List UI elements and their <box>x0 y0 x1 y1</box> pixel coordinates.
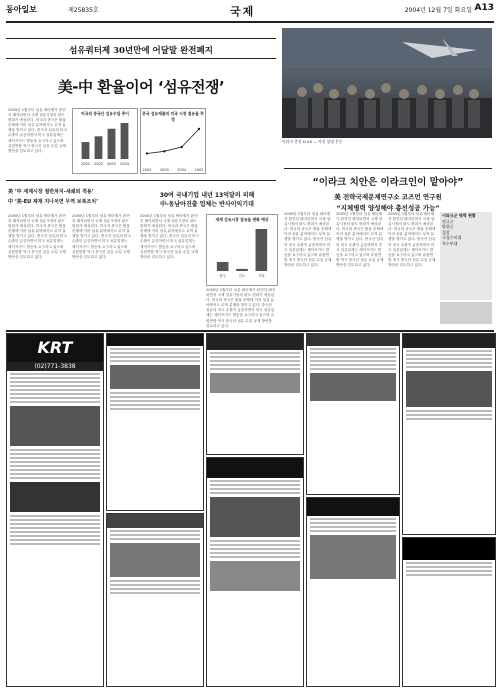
chart-tick-label: 2002 <box>94 162 103 166</box>
chart-bar <box>82 142 90 159</box>
divider <box>6 58 276 59</box>
sidebar-row: 방위군 <box>442 224 454 229</box>
chart-center <box>140 108 206 174</box>
chart-tick-label: 중국 <box>219 274 227 278</box>
chart-tick-label: 인도 <box>238 274 246 278</box>
iraq-column-2: 2005년 1월부터 섬유 쿼터제가 완전히 폐지되면서 국제 섬유시장의 판도 변화가 예상된다. 미국과 중국은 환율 문제에 이어 섬유 분야에서도 무역 분쟁을 벌이고 있다. 중국산 섬유의 미국 수출이 급증하면서 미국 섬유업계는 세이프가드 발동을 요구하고 있으며 유럽연합 역시 중국산 섬유 수입 규제 방안을 검토하고 있다. <box>336 212 384 267</box>
chart-tick-label: 2001 <box>81 162 90 166</box>
story-column-4: 2005년 1월부터 섬유 쿼터제가 완전히 폐지되면서 국제 섬유시장의 판도 변화가 예상된다. 미국과 중국은 환율 문제에 이어 섬유 분야에서도 무역 분쟁을 벌이고 있다. 중국산 섬유의 미국 수출이 급증하면서 미국 섬유업계는 세이프가드 발동을 요구하고 있으며 유럽연합 역시 중국산 섬유 수입 규제 방안을 검토하고 있다. <box>206 288 276 328</box>
chart-tick-label: 2004 <box>120 162 129 166</box>
divider <box>6 38 276 39</box>
issue-date: 2004년 12월 7일 화요일 <box>404 7 472 14</box>
travel-ad-1 <box>106 333 204 511</box>
masthead <box>6 3 494 23</box>
story-headline: 美-中 환율이어 ‘섬유전쟁’ <box>57 78 225 96</box>
chart-line <box>147 129 199 153</box>
chart-tick-label: 2002 <box>142 168 152 172</box>
chart-left-svg <box>73 117 137 167</box>
travel-ad-6 <box>306 497 400 687</box>
chart-right-svg <box>207 223 277 279</box>
ad-divider <box>6 330 494 332</box>
sidebar-photo <box>440 302 492 324</box>
krt-ad <box>6 333 104 687</box>
photo-scene <box>282 28 492 138</box>
travel-ad-2 <box>106 513 204 687</box>
paper-name: 동아일보 <box>6 5 37 14</box>
iraq-column-3: 2005년 1월부터 섬유 쿼터제가 완전히 폐지되면서 국제 섬유시장의 판도 변화가 예상된다. 미국과 중국은 환율 문제에 이어 섬유 분야에서도 무역 분쟁을 벌이고 있다. 중국산 섬유의 미국 수출이 급증하면서 미국 섬유업계는 세이프가드 발동을 요구하고 있으며 유럽연합 역시 중국산 섬유 수입 규제 방안을 검토하고 있다. <box>388 212 436 267</box>
chart-tick-label: 2003 <box>159 168 169 172</box>
chart-bar <box>217 262 229 271</box>
subhead-left <box>8 188 128 205</box>
subhead-center-1: 30여 국내기업 내년 13억달러 피해 <box>159 192 255 199</box>
chart-left <box>72 108 138 174</box>
chart-bar <box>108 129 116 159</box>
divider <box>6 180 276 181</box>
chart-tick-label: 2005 <box>194 168 204 172</box>
story-column-3: 2005년 1월부터 섬유 쿼터제가 완전히 폐지되면서 국제 섬유시장의 판도 변화가 예상된다. 미국과 중국은 환율 문제에 이어 섬유 분야에서도 무역 분쟁을 벌이고 있다. 중국산 섬유의 미국 수출이 급증하면서 미국 섬유업계는 세이프가드 발동을 요구하고 있으며 유럽연합 역시 중국산 섬유 수입 규제 방안을 검토하고 있다. <box>140 214 199 259</box>
iraq-column-1: 2005년 1월부터 섬유 쿼터제가 완전히 폐지되면서 국제 섬유시장의 판도 변화가 예상된다. 미국과 중국은 환율 문제에 이어 섬유 분야에서도 무역 분쟁을 벌이고 있다. 중국산 섬유의 미국 수출이 급증하면서 미국 섬유업계는 세이프가드 발동을 요구하고 있으며 유럽연합 역시 중국산 섬유 수입 규제 방안을 검토하고 있다. <box>284 212 332 267</box>
chart-tick-label: 2004 <box>177 168 187 172</box>
travel-ad-5 <box>306 333 400 495</box>
advertisement-area <box>6 333 494 685</box>
travel-ad-8 <box>402 537 496 687</box>
section-name: 국제 <box>230 5 256 18</box>
sidebar-row: 특수부대 <box>442 240 458 246</box>
story-kicker: 섬유쿼터제 30년만에 어달말 완전폐지 <box>69 46 213 56</box>
story-column-1: 2005년 1월부터 섬유 쿼터제가 완전히 폐지되면서 국제 섬유시장의 판도 변화가 예상된다. 미국과 중국은 환율 문제에 이어 섬유 분야에서도 무역 분쟁을 벌이고 있다. 중국산 섬유의 미국 수출이 급증하면서 미국 섬유업계는 세이프가드 발동을 요구하고 있으며 유럽연합 역시 중국산 섬유 수입 규제 방안을 검토하고 있다. <box>8 214 67 259</box>
news-photo <box>282 28 492 138</box>
story-column-2: 2005년 1월부터 섬유 쿼터제가 완전히 폐지되면서 국제 섬유시장의 판도 변화가 예상된다. 미국과 중국은 환율 문제에 이어 섬유 분야에서도 무역 분쟁을 벌이고 있다. 중국산 섬유의 미국 수출이 급증하면서 미국 섬유업계는 세이프가드 발동을 요구하고 있으며 유럽연합 역시 중국산 섬유 수입 규제 방안을 검토하고 있다. <box>72 214 131 259</box>
sidebar-row: 경찰 <box>442 229 450 235</box>
chart-center-svg <box>141 123 205 173</box>
troop-sidebar <box>440 212 492 300</box>
subhead-left-2: 中 ‘美-EU 제재 지나치면 무역 보복조치’ <box>8 199 99 205</box>
sidebar-row: 국경수비대 <box>442 235 462 240</box>
sidebar-row: 정규군 <box>442 218 454 224</box>
iraq-headline: “이라크 치안은 이라크인이 맡아야” <box>312 177 464 188</box>
travel-ad-4 <box>206 457 304 687</box>
iraq-subhead <box>284 192 492 212</box>
chart-center-title: 중국 섬유제품의 미국 시장 점유율 추정 <box>142 111 204 122</box>
subhead-left-1: 美 ‘中 세계시장 절반차지-새쇄퇴 적용’ <box>8 189 94 195</box>
iraq-subhead-2: “지체병력 양성해야 총선성공 가능” <box>336 204 440 212</box>
story-lede: 2005년 1월부터 섬유 쿼터제가 완전히 폐지되면서 국제 섬유시장의 판도 변화가 예상된다. 미국과 중국은 환율 문제에 이어 섬유 분야에서도 무역 분쟁을 벌이고 있다. 중국산 섬유의 미국 수출이 급증하면서 미국 섬유업계는 세이프가드 발동을 요구하고 있으며 유럽연합 역시 중국산 섬유 수입 규제 방안을 검토하고 있다. <box>8 108 67 153</box>
chart-right <box>206 214 278 286</box>
chart-bar <box>256 229 268 271</box>
chart-tick-label: 2003 <box>107 162 116 166</box>
travel-ad-7 <box>402 333 496 535</box>
krt-logo: KRT <box>7 334 103 362</box>
chart-tick-label: 기타 <box>257 274 265 278</box>
chart-bar <box>95 136 103 159</box>
krt-phone: (02)771-3838 <box>7 362 103 371</box>
subhead-center <box>140 191 274 209</box>
chart-right-title: 세계 섬유시장 점유율 변화 예상 <box>215 217 269 222</box>
photo-caption: 이라크 총선 D-56 — 사진 설명 본문 <box>282 139 343 144</box>
divider <box>284 168 492 169</box>
chart-left-title: 미국의 중국산 섬유수입 추이 <box>81 111 129 116</box>
subhead-center-2: 中-동남아진출 업체는 반사이익기대 <box>160 201 254 208</box>
issue-number: 제25835호 <box>68 7 99 14</box>
travel-ad-3 <box>206 333 304 455</box>
chart-bar <box>236 269 248 271</box>
page-number: A13 <box>474 3 494 13</box>
sidebar-title: 이라크군 병력 현황 <box>442 213 476 218</box>
chart-bar <box>121 123 129 159</box>
iraq-subhead-1: 美 전략국제문제연구소 코즈먼 연구원 <box>334 193 442 201</box>
